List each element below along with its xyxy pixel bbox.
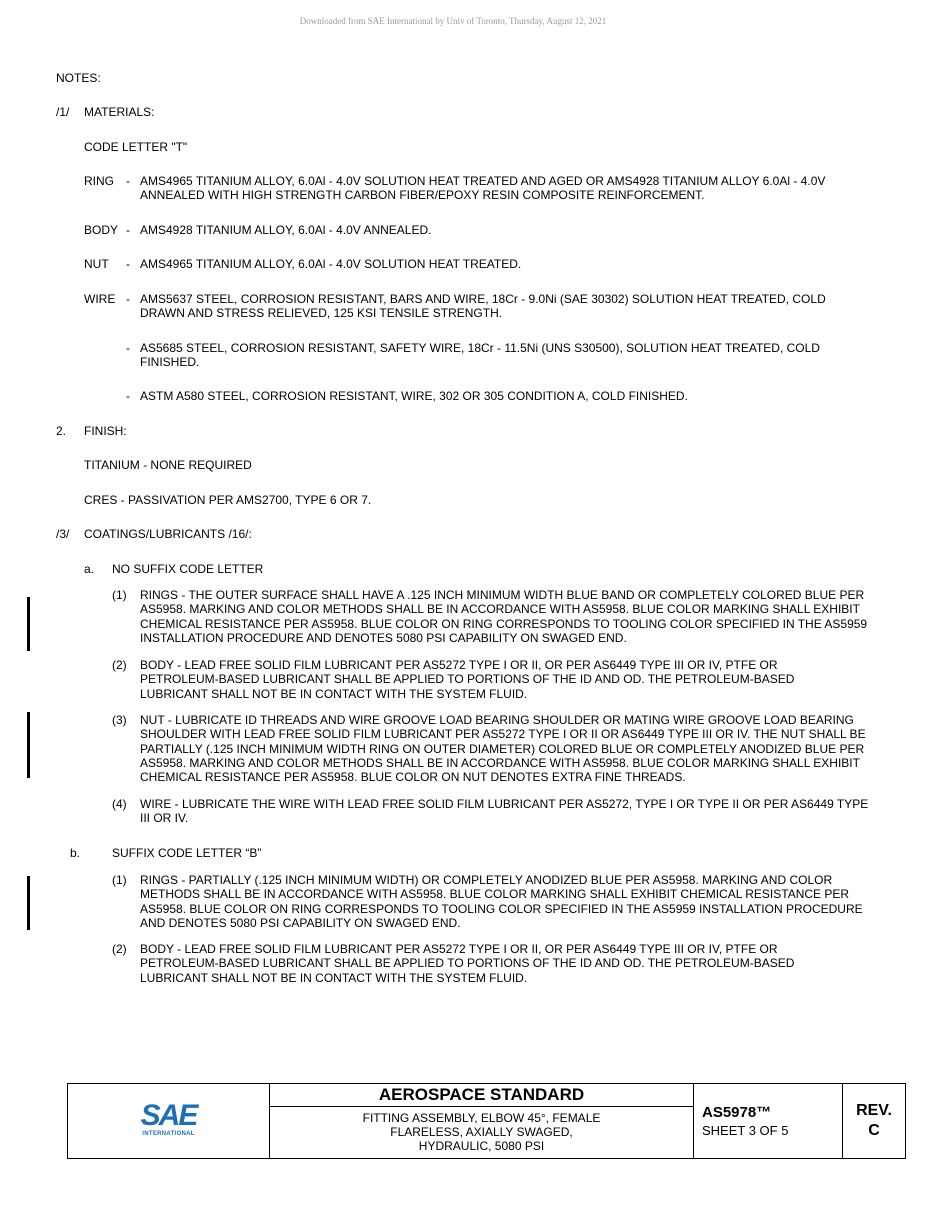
title-line: FITTING ASSEMBLY, ELBOW 45°, FEMALE (362, 1111, 601, 1125)
finish-titanium: TITANIUM - NONE REQUIRED (84, 458, 252, 472)
download-notice: Downloaded from SAE International by Univ of Toronto, Thursday, August 12, 2021 (299, 16, 607, 26)
title-line: FLARELESS, AXIALLY SWAGED, (390, 1125, 573, 1139)
section-heading: COATINGS/LUBRICANTS /16/: (84, 527, 252, 541)
item-number: (2) (112, 942, 127, 956)
change-bar (27, 876, 30, 930)
logo-cell (68, 1084, 270, 1159)
section-heading: MATERIALS: (84, 105, 155, 119)
material-dash: - (126, 257, 130, 271)
notes-heading: NOTES: (56, 71, 101, 85)
item-number: (3) (112, 713, 127, 727)
item-text: BODY - LEAD FREE SOLID FILM LUBRICANT PER AS5272 TYPE I OR II, OR PER AS6449 TYPE III OR IV, PTFE OR PETROLEUM-BASED LUBRICANT SHALL BE APPLIED TO PORTIONS OF THE ID AND OD. THE PETROLEUM-BASED LUBRICANT SHALL NOT BE IN CONTACT WITH THE SYSTEM FLUID. (140, 658, 795, 701)
sheet-number: SHEET 3 OF 5 (702, 1122, 789, 1138)
document-number-cell (694, 1084, 843, 1159)
material-dash: - (126, 174, 130, 188)
sae-logo-text: SAE (140, 1099, 197, 1132)
item-number: (2) (112, 658, 127, 672)
material-text: ASTM A580 STEEL, CORROSION RESISTANT, WIRE, 302 OR 305 CONDITION A, COLD FINISHED. (140, 389, 688, 403)
subsection-label: a. (84, 562, 95, 576)
title-line: HYDRAULIC, 5080 PSI (418, 1139, 545, 1153)
section-heading: FINISH: (84, 424, 127, 438)
standard-label: AEROSPACE STANDARD (270, 1084, 693, 1107)
material-label: WIRE (84, 292, 116, 306)
revision-label: REV. (856, 1102, 892, 1119)
code-letter: CODE LETTER "T" (84, 140, 188, 154)
section-number: /3/ (56, 527, 70, 541)
item-text: RINGS - PARTIALLY (.125 INCH MINIMUM WIDTH) OR COMPLETELY ANODIZED BLUE PER AS5958. MARKING AND COLOR METHODS SHALL BE IN ACCORDANCE WITH AS5958. BLUE COLOR MARKING SHALL EXHIBIT CHEMICAL RESISTANCE PER AS5958. BLUE COLOR ON RING CORRESPONDS TO TOOLING COLOR SPECIFIED IN THE AS5959 INSTALLATION PROCEDURE AND DENOTES 5080 PSI CAPABILITY ON SWAGED END. (140, 873, 863, 930)
item-text: RINGS - THE OUTER SURFACE SHALL HAVE A .125 INCH MINIMUM WIDTH BLUE BAND OR COMPLETELY COLORED BLUE PER AS5958. MARKING AND COLOR METHODS SHALL BE IN ACCORDANCE WITH AS5958. BLUE COLOR MARKING SHALL EXHIBIT CHEMICAL RESISTANCE PER AS5958. BLUE COLOR ON RING CORRESPONDS TO TOOLING COLOR SPECIFIED IN THE AS5959 INSTALLATION PROCEDURE AND DENOTES 5080 PSI CAPABILITY ON SWAGED END. (140, 588, 868, 645)
material-label: RING (84, 174, 114, 188)
item-text: BODY - LEAD FREE SOLID FILM LUBRICANT PER AS5272 TYPE I OR II, OR PER AS6449 TYPE III OR IV, PTFE OR PETROLEUM-BASED LUBRICANT SHALL BE APPLIED TO PORTIONS OF THE ID AND OD. THE PETROLEUM-BASED LUBRICANT SHALL NOT BE IN CONTACT WITH THE SYSTEM FLUID. (140, 942, 795, 985)
item-number: (4) (112, 797, 127, 811)
item-text: WIRE - LUBRICATE THE WIRE WITH LEAD FREE SOLID FILM LUBRICANT PER AS5272, TYPE I OR TYPE II OR PER AS6449 TYPE III OR IV. (140, 797, 869, 826)
section-number: 2. (56, 424, 67, 438)
subsection-heading: SUFFIX CODE LETTER “B” (112, 846, 262, 860)
material-dash: - (126, 292, 130, 306)
item-number: (1) (112, 588, 127, 602)
material-dash: - (126, 341, 130, 355)
title-block (67, 1083, 906, 1159)
item-text: NUT - LUBRICATE ID THREADS AND WIRE GROOVE LOAD BEARING SHOULDER OR MATING WIRE GROOVE LOAD BEARING SHOULDER WITH LEAD FREE SOLID FILM LUBRICANT PER AS5272 TYPE I OR II OR AS6449 TYPE III OR IV. THE NUT SHALL BE PARTIALLY (.125 INCH MINIMUM WIDTH RING ON OUTER DIAMETER) COLORED BLUE OR COMPLETELY ANODIZED BLUE PER AS5958. MARKING AND COLOR METHODS SHALL BE IN ACCORDANCE WITH AS5958. BLUE COLOR MARKING SHALL EXHIBIT CHEMICAL RESISTANCE PER AS5958. BLUE COLOR ON NUT DENOTES EXTRA FINE THREADS. (140, 713, 866, 785)
title-cell (270, 1084, 694, 1159)
subsection-heading: NO SUFFIX CODE LETTER (112, 562, 264, 576)
material-label: NUT (84, 257, 109, 271)
section-number: /1/ (56, 105, 70, 119)
material-text: AMS4928 TITANIUM ALLOY, 6.0Al - 4.0V ANNEALED. (140, 223, 432, 237)
material-text: AMS4965 TITANIUM ALLOY, 6.0Al - 4.0V SOLUTION HEAT TREATED AND AGED OR AMS4928 TITANIUM ALLOY 6.0Al - 4.0V ANNEALED WITH HIGH STRENGTH CARBON FIBER/EPOXY RESIN COMPOSITE REINFORCEMENT. (140, 174, 826, 203)
document-number: AS5978™ (702, 1103, 772, 1121)
material-text: AS5685 STEEL, CORROSION RESISTANT, SAFETY WIRE, 18Cr - 11.5Ni (UNS S30500), SOLUTION HEAT TREATED, COLD FINISHED. (140, 341, 820, 370)
change-bar (27, 597, 30, 651)
material-dash: - (126, 223, 130, 237)
sae-logo (140, 1099, 197, 1138)
revision-cell (843, 1084, 906, 1159)
material-text: AMS4965 TITANIUM ALLOY, 6.0Al - 4.0V SOLUTION HEAT TREATED. (140, 257, 522, 271)
material-label: BODY (84, 223, 119, 237)
finish-cres: CRES - PASSIVATION PER AMS2700, TYPE 6 OR 7. (84, 493, 372, 507)
document-title (270, 1107, 693, 1153)
material-text: AMS5637 STEEL, CORROSION RESISTANT, BARS AND WIRE, 18Cr - 9.0Ni (SAE 30302) SOLUTION HEAT TREATED, COLD DRAWN AND STRESS RELIEVED, 125 KSI TENSILE STRENGTH. (140, 292, 826, 321)
material-dash: - (126, 389, 130, 403)
item-number: (1) (112, 873, 127, 887)
change-bar (27, 712, 30, 778)
revision-value: C (868, 1122, 880, 1139)
subsection-label: b. (70, 846, 81, 860)
sae-logo-subtext: INTERNATIONAL (142, 1131, 195, 1137)
